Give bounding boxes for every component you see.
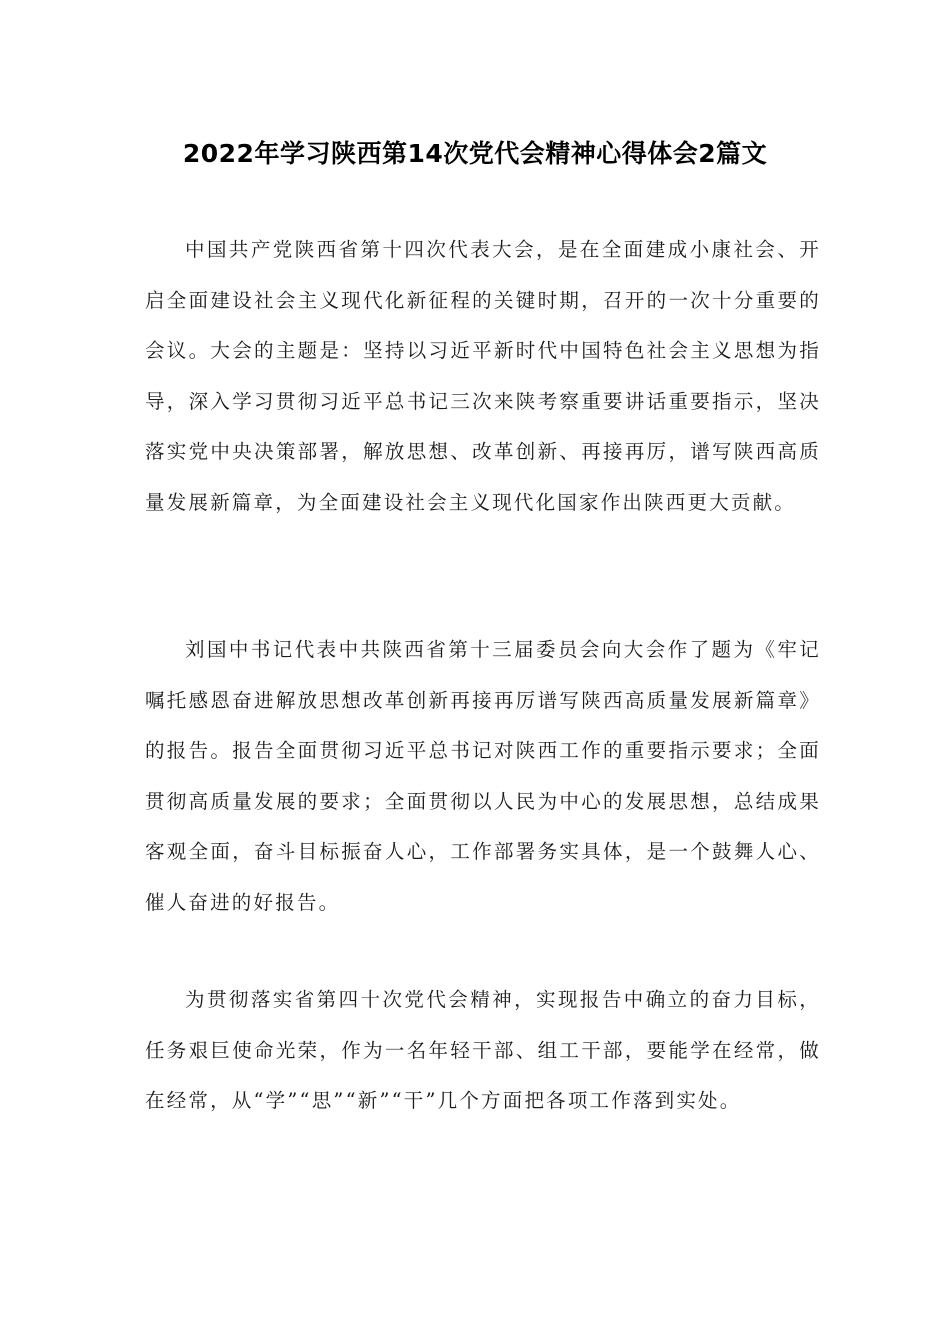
- paragraph-1: 中国共产党陕西省第十四次代表大会，是在全面建成小康社会、开启全面建设社会主义现代化新征程的关键时期，召开的一次十分重要的会议。大会的主题是：坚持以习近平新时代中国特色社会主义思想为指导，深入学习贯彻习近平总书记三次来陕考察重要讲话重要指示，坚决落实党中央决策部署，解放思想、改革创新、再接再厉，谱写陕西高质量发展新篇章，为全面建设社会主义现代化国家作出陕西更大贡献。: [145, 238, 821, 514]
- document-title: 2022年学习陕西第14次党代会精神心得体会2篇文: [182, 139, 768, 168]
- paragraph-3: 为贯彻落实省第四十次党代会精神，实现报告中确立的奋力目标，任务艰巨使命光荣，作为一名年轻干部、组工干部，要能学在经常，做在经常，从“学”“思”“新”“干”几个方面把各项工作落到实处。: [145, 988, 821, 1112]
- paragraph-2: 刘国中书记代表中共陕西省第十三届委员会向大会作了题为《牢记嘱托感恩奋进解放思想改革创新再接再厉谱写陕西高质量发展新篇章》的报告。报告全面贯彻习近平总书记对陕西工作的重要指示要求；全面贯彻高质量发展的要求；全面贯彻以人民为中心的发展思想，总结成果客观全面，奋斗目标振奋人心，工作部署务实具体，是一个鼓舞人心、催人奋进的好报告。: [145, 638, 821, 914]
